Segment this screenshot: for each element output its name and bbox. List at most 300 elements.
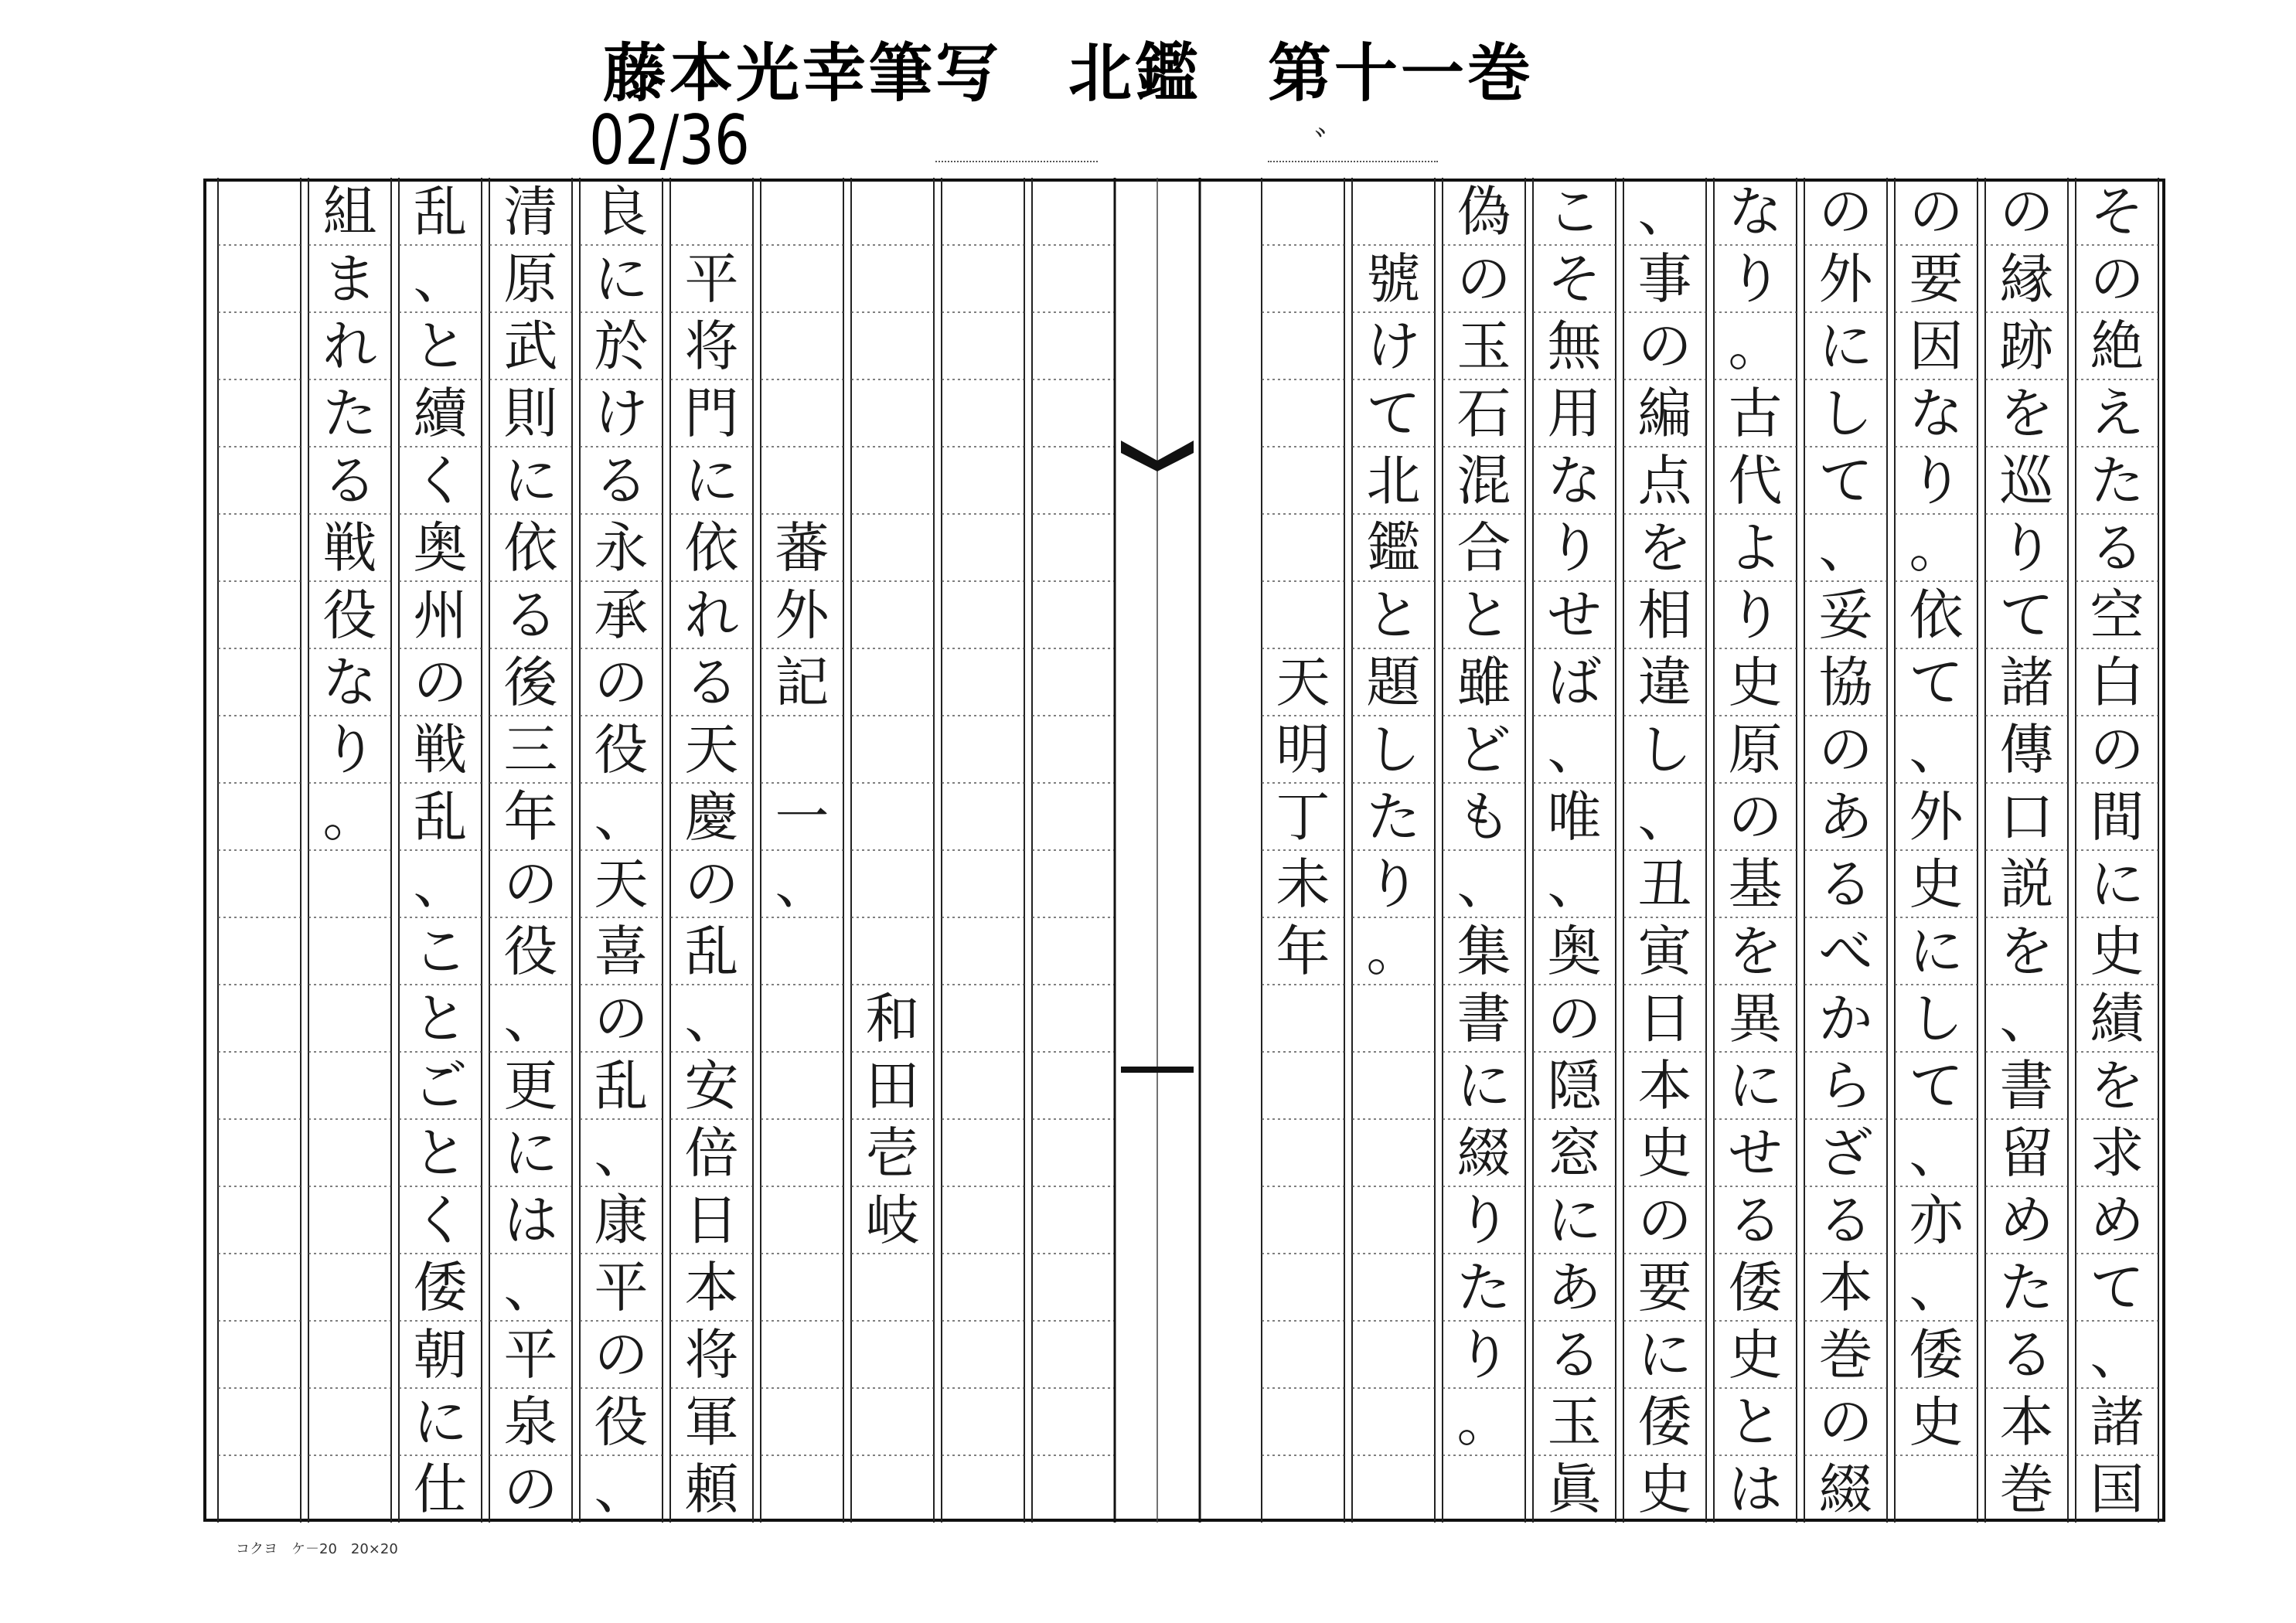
- manuscript-char: 要: [1909, 247, 1964, 311]
- manuscript-char: せ: [1547, 583, 1602, 647]
- manuscript-char: と: [413, 314, 468, 378]
- manuscript-char: 則: [503, 381, 558, 445]
- manuscript-char: 説: [1999, 852, 2054, 916]
- manuscript-char: ご: [413, 1053, 468, 1118]
- manuscript-char: そ: [2090, 179, 2144, 243]
- genkou-manuscript-sheet: [203, 178, 2166, 1523]
- manuscript-char: 永: [594, 515, 649, 580]
- manuscript-char: る: [1547, 1322, 1602, 1387]
- manuscript-char: を: [2090, 1053, 2144, 1118]
- manuscript-char: 。: [1728, 314, 1783, 378]
- manuscript-char: 将: [684, 314, 739, 378]
- text-column: [851, 178, 934, 1523]
- manuscript-char: 、: [684, 986, 739, 1050]
- manuscript-char: れ: [684, 583, 739, 647]
- manuscript-char: 、: [2090, 1322, 2144, 1387]
- manuscript-char: 空: [2090, 583, 2144, 647]
- manuscript-char: 號: [1366, 247, 1421, 311]
- manuscript-char: 巻: [1999, 1457, 2054, 1521]
- manuscript-char: よ: [1728, 515, 1783, 580]
- manuscript-char: と: [1456, 583, 1511, 647]
- manuscript-char: り: [1547, 515, 1602, 580]
- manuscript-char: の: [1909, 179, 1964, 243]
- manuscript-char: 天: [1276, 650, 1330, 714]
- fold-mark: [1121, 1067, 1194, 1073]
- manuscript-char: 事: [1637, 247, 1692, 311]
- manuscript-char: 、: [594, 1457, 649, 1521]
- manuscript-char: ざ: [1818, 1121, 1873, 1185]
- manuscript-char: 年: [503, 784, 558, 849]
- manuscript-char: を: [1999, 919, 2054, 983]
- manuscript-char: 史: [1728, 650, 1783, 714]
- manuscript-char: 康: [594, 1188, 649, 1252]
- manuscript-char: 間: [2090, 784, 2144, 849]
- manuscript-char: の: [1547, 986, 1602, 1050]
- manuscript-char: こ: [1547, 179, 1602, 243]
- manuscript-char: 本: [1637, 1053, 1692, 1118]
- manuscript-char: 役: [503, 919, 558, 983]
- manuscript-char: ら: [1818, 1053, 1873, 1118]
- manuscript-char: の: [413, 650, 468, 714]
- manuscript-char: 唯: [1547, 784, 1602, 849]
- manuscript-char: の: [594, 1322, 649, 1387]
- manuscript-char: る: [2090, 515, 2144, 580]
- manuscript-char: の: [1818, 179, 1873, 243]
- manuscript-char: け: [594, 381, 649, 445]
- manuscript-char: 奥: [413, 515, 468, 580]
- manuscript-char: も: [1456, 784, 1511, 849]
- manuscript-char: 州: [413, 583, 468, 647]
- manuscript-char: 書: [1456, 986, 1511, 1050]
- manuscript-char: 日: [1637, 986, 1692, 1050]
- manuscript-char: そ: [1547, 247, 1602, 311]
- manuscript-char: 慶: [684, 784, 739, 849]
- text-column: [1032, 178, 1115, 1523]
- manuscript-char: り: [1999, 515, 2054, 580]
- manuscript-char: 書: [1999, 1053, 2054, 1118]
- manuscript-char: 更: [503, 1053, 558, 1118]
- manuscript-char: 本: [1999, 1390, 2054, 1454]
- manuscript-char: 傳: [1999, 717, 2054, 781]
- manuscript-char: 縁: [1999, 247, 2054, 311]
- manuscript-char: 後: [503, 650, 558, 714]
- manuscript-char: 史: [1909, 852, 1964, 916]
- manuscript-char: 、: [1818, 515, 1873, 580]
- manuscript-char: た: [322, 381, 377, 445]
- manuscript-char: 、: [1909, 1121, 1964, 1185]
- manuscript-char: 乱: [413, 179, 468, 243]
- manuscript-char: 天: [594, 852, 649, 916]
- manuscript-char: こ: [413, 919, 468, 983]
- manuscript-char: 、: [503, 986, 558, 1050]
- text-column: [1262, 178, 1344, 1523]
- manuscript-char: は: [503, 1188, 558, 1252]
- manuscript-char: て: [1999, 583, 2054, 647]
- manuscript-char: 玉: [1547, 1390, 1602, 1454]
- manuscript-char: め: [1999, 1188, 2054, 1252]
- manuscript-char: 合: [1456, 515, 1511, 580]
- manuscript-char: ま: [322, 247, 377, 311]
- header-dotted-line: [935, 161, 1098, 162]
- manuscript-char: 古: [1728, 381, 1783, 445]
- manuscript-char: 於: [594, 314, 649, 378]
- manuscript-char: た: [1366, 784, 1421, 849]
- manuscript-char: と: [1728, 1390, 1783, 1454]
- manuscript-char: 原: [1728, 717, 1783, 781]
- manuscript-char: の: [1728, 784, 1783, 849]
- manuscript-char: 倭: [1728, 1255, 1783, 1319]
- manuscript-char: 役: [594, 717, 649, 781]
- document-title: 藤本光幸筆写 北鑑 第十一巻: [603, 37, 1535, 111]
- text-column: [399, 178, 482, 1523]
- manuscript-char: に: [1728, 1053, 1783, 1118]
- manuscript-char: り: [1456, 1322, 1511, 1387]
- manuscript-char: の: [1456, 247, 1511, 311]
- manuscript-char: 題: [1366, 650, 1421, 714]
- manuscript-char: な: [1547, 448, 1602, 512]
- manuscript-char: 点: [1637, 448, 1692, 512]
- manuscript-char: あ: [1547, 1255, 1602, 1319]
- manuscript-char: 朝: [413, 1322, 468, 1387]
- manuscript-char: く: [413, 448, 468, 512]
- manuscript-char: の: [1637, 314, 1692, 378]
- manuscript-char: 諸: [1999, 650, 2054, 714]
- manuscript-char: 。: [322, 784, 377, 849]
- manuscript-char: 丁: [1276, 784, 1330, 849]
- text-column: [1533, 178, 1616, 1523]
- manuscript-char: 基: [1728, 852, 1783, 916]
- manuscript-char: 本: [1818, 1255, 1873, 1319]
- page-sub-mark: ﾞ: [1314, 124, 1334, 169]
- manuscript-char: の: [503, 852, 558, 916]
- manuscript-char: 異: [1728, 986, 1783, 1050]
- manuscript-char: た: [1999, 1255, 2054, 1319]
- text-column: [1714, 178, 1797, 1523]
- manuscript-char: を: [1728, 919, 1783, 983]
- manuscript-char: 窓: [1547, 1121, 1602, 1185]
- page-number: 02/36: [589, 100, 750, 180]
- paper-brand-mark: コクヨ ケ－20 20×20: [236, 1541, 398, 1557]
- manuscript-char: の: [2090, 247, 2144, 311]
- manuscript-char: に: [1456, 1053, 1511, 1118]
- manuscript-char: 仕: [413, 1457, 468, 1521]
- manuscript-char: 組: [322, 179, 377, 243]
- manuscript-char: 口: [1999, 784, 2054, 849]
- manuscript-char: 偽: [1456, 179, 1511, 243]
- manuscript-char: の: [1637, 1188, 1692, 1252]
- manuscript-char: 清: [503, 179, 558, 243]
- manuscript-char: 外: [1818, 247, 1873, 311]
- manuscript-char: 史: [1728, 1322, 1783, 1387]
- manuscript-char: 混: [1456, 448, 1511, 512]
- manuscript-char: 国: [2090, 1457, 2144, 1521]
- manuscript-char: め: [2090, 1188, 2144, 1252]
- manuscript-char: 平: [503, 1322, 558, 1387]
- manuscript-char: 和: [865, 986, 920, 1050]
- manuscript-char: 雖: [1456, 650, 1511, 714]
- manuscript-char: 戦: [322, 515, 377, 580]
- manuscript-char: 天: [684, 717, 739, 781]
- manuscript-char: 未: [1276, 852, 1330, 916]
- manuscript-char: 役: [322, 583, 377, 647]
- manuscript-char: 絶: [2090, 314, 2144, 378]
- manuscript-char: り: [1728, 247, 1783, 311]
- manuscript-char: 良: [594, 179, 649, 243]
- manuscript-char: 要: [1637, 1255, 1692, 1319]
- manuscript-char: て: [1366, 381, 1421, 445]
- manuscript-char: り: [322, 717, 377, 781]
- manuscript-char: 一: [775, 784, 829, 849]
- manuscript-char: 、: [413, 852, 468, 916]
- manuscript-char: 史: [1909, 1390, 1964, 1454]
- manuscript-char: 亦: [1909, 1188, 1964, 1252]
- manuscript-char: け: [1366, 314, 1421, 378]
- manuscript-char: な: [322, 650, 377, 714]
- manuscript-char: 役: [594, 1390, 649, 1454]
- manuscript-char: 、: [1909, 717, 1964, 781]
- manuscript-char: の: [2090, 717, 2144, 781]
- manuscript-char: 玉: [1456, 314, 1511, 378]
- manuscript-char: 原: [503, 247, 558, 311]
- text-column: [580, 178, 663, 1523]
- manuscript-char: 門: [684, 381, 739, 445]
- manuscript-char: る: [684, 650, 739, 714]
- manuscript-char: 、: [1547, 717, 1602, 781]
- manuscript-char: に: [503, 1121, 558, 1185]
- manuscript-char: 代: [1728, 448, 1783, 512]
- manuscript-char: 綴: [1456, 1121, 1511, 1185]
- manuscript-char: る: [1999, 1322, 2054, 1387]
- manuscript-char: 鑑: [1366, 515, 1421, 580]
- manuscript-char: の: [1818, 717, 1873, 781]
- manuscript-char: 倭: [1909, 1322, 1964, 1387]
- manuscript-char: り: [1366, 852, 1421, 916]
- manuscript-char: 承: [594, 583, 649, 647]
- manuscript-char: 丑: [1637, 852, 1692, 916]
- manuscript-char: 依: [1909, 583, 1964, 647]
- manuscript-char: り: [1909, 448, 1964, 512]
- manuscript-char: 、: [594, 1121, 649, 1185]
- manuscript-char: せ: [1728, 1121, 1783, 1185]
- manuscript-char: て: [1909, 650, 1964, 714]
- manuscript-char: 倍: [684, 1121, 739, 1185]
- manuscript-char: 綴: [1818, 1457, 1873, 1521]
- manuscript-char: 史: [2090, 919, 2144, 983]
- manuscript-char: な: [1728, 179, 1783, 243]
- manuscript-char: 、: [503, 1255, 558, 1319]
- manuscript-char: 用: [1547, 381, 1602, 445]
- manuscript-char: 年: [1276, 919, 1330, 983]
- text-column: [218, 178, 301, 1523]
- manuscript-char: の: [1818, 1390, 1873, 1454]
- manuscript-char: 本: [684, 1255, 739, 1319]
- manuscript-char: は: [1728, 1457, 1783, 1521]
- manuscript-char: 妥: [1818, 583, 1873, 647]
- manuscript-char: 續: [413, 381, 468, 445]
- manuscript-char: に: [413, 1390, 468, 1454]
- manuscript-char: 頼: [684, 1457, 739, 1521]
- manuscript-char: に: [1909, 919, 1964, 983]
- manuscript-char: 岐: [865, 1188, 920, 1252]
- manuscript-char: か: [1818, 986, 1873, 1050]
- manuscript-char: し: [1909, 986, 1964, 1050]
- manuscript-char: 壱: [865, 1121, 920, 1185]
- manuscript-char: た: [2090, 448, 2144, 512]
- manuscript-char: の: [503, 1457, 558, 1521]
- manuscript-char: 依: [503, 515, 558, 580]
- manuscript-char: 違: [1637, 650, 1692, 714]
- manuscript-char: ど: [1456, 717, 1511, 781]
- manuscript-char: 将: [684, 1322, 739, 1387]
- manuscript-char: 編: [1637, 381, 1692, 445]
- manuscript-char: の: [684, 852, 739, 916]
- manuscript-char: 依: [684, 515, 739, 580]
- manuscript-char: [761, 716, 843, 783]
- header-dotted-line: [1268, 161, 1438, 162]
- text-column: [761, 178, 843, 1523]
- text-column: [1895, 178, 1977, 1523]
- manuscript-char: 、: [594, 784, 649, 849]
- manuscript-char: て: [1818, 448, 1873, 512]
- manuscript-char: 寅: [1637, 919, 1692, 983]
- manuscript-char: 隠: [1547, 1053, 1602, 1118]
- text-column: [1623, 178, 1706, 1523]
- manuscript-char: し: [1366, 717, 1421, 781]
- manuscript-char: 泉: [503, 1390, 558, 1454]
- manuscript-char: 、: [1909, 1255, 1964, 1319]
- manuscript-char: る: [503, 583, 558, 647]
- manuscript-char: と: [413, 986, 468, 1050]
- manuscript-char: 倭: [1637, 1390, 1692, 1454]
- text-column: [1985, 178, 2068, 1523]
- manuscript-char: 平: [684, 247, 739, 311]
- manuscript-char: 蕃: [775, 515, 829, 580]
- manuscript-char: の: [1999, 179, 2054, 243]
- text-column: [308, 178, 391, 1523]
- manuscript-char: の: [594, 650, 649, 714]
- manuscript-char: 記: [775, 650, 829, 714]
- manuscript-char: 外: [1909, 784, 1964, 849]
- text-column: [1443, 178, 1525, 1523]
- manuscript-char: 巡: [1999, 448, 2054, 512]
- manuscript-char: と: [413, 1121, 468, 1185]
- manuscript-char: に: [1637, 1322, 1692, 1387]
- text-column: [1804, 178, 1887, 1523]
- manuscript-char: に: [2090, 852, 2144, 916]
- text-column: [1352, 178, 1435, 1523]
- manuscript-char: る: [322, 448, 377, 512]
- manuscript-char: 集: [1456, 919, 1511, 983]
- manuscript-char: 。: [1366, 919, 1421, 983]
- manuscript-char: 、: [775, 852, 829, 916]
- manuscript-char: 、: [1999, 986, 2054, 1050]
- manuscript-char: 相: [1637, 583, 1692, 647]
- manuscript-char: 、: [1637, 179, 1692, 243]
- manuscript-char: 乱: [413, 784, 468, 849]
- manuscript-char: 。: [1909, 515, 1964, 580]
- manuscript-char: た: [1456, 1255, 1511, 1319]
- manuscript-char: れ: [322, 314, 377, 378]
- manuscript-char: 眞: [1547, 1457, 1602, 1521]
- manuscript-char: 武: [503, 314, 558, 378]
- manuscript-char: る: [1818, 852, 1873, 916]
- manuscript-char: 留: [1999, 1121, 2054, 1185]
- manuscript-char: 、: [1637, 784, 1692, 849]
- manuscript-char: る: [1728, 1188, 1783, 1252]
- text-column: [2076, 178, 2158, 1523]
- manuscript-char: 明: [1276, 717, 1330, 781]
- manuscript-char: べ: [1818, 919, 1873, 983]
- manuscript-char: 。: [1456, 1390, 1511, 1454]
- manuscript-char: え: [2090, 381, 2144, 445]
- manuscript-char: 北: [1366, 448, 1421, 512]
- manuscript-char: の: [594, 986, 649, 1050]
- manuscript-char: 跡: [1999, 314, 2054, 378]
- manuscript-char: 日: [684, 1188, 739, 1252]
- manuscript-char: ば: [1547, 650, 1602, 714]
- manuscript-char: 、: [1456, 852, 1511, 916]
- manuscript-char: 史: [1637, 1457, 1692, 1521]
- manuscript-char: 安: [684, 1053, 739, 1118]
- manuscript-char: 求: [2090, 1121, 2144, 1185]
- manuscript-char: て: [2090, 1255, 2144, 1319]
- text-column: [489, 178, 572, 1523]
- manuscript-char: り: [1728, 583, 1783, 647]
- manuscript-char: 戦: [413, 717, 468, 781]
- manuscript-char: 史: [1637, 1121, 1692, 1185]
- manuscript-char: 外: [775, 583, 829, 647]
- manuscript-char: 石: [1456, 381, 1511, 445]
- manuscript-char: 平: [594, 1255, 649, 1319]
- manuscript-char: 奥: [1547, 919, 1602, 983]
- manuscript-char: て: [1909, 1053, 1964, 1118]
- manuscript-char: 、: [413, 247, 468, 311]
- manuscript-char: し: [1818, 381, 1873, 445]
- manuscript-char: し: [1637, 717, 1692, 781]
- manuscript-char: 田: [865, 1053, 920, 1118]
- text-column: [670, 178, 753, 1523]
- manuscript-char: 白: [2090, 650, 2144, 714]
- manuscript-char: 乱: [594, 1053, 649, 1118]
- manuscript-char: に: [503, 448, 558, 512]
- manuscript-char: 喜: [594, 919, 649, 983]
- manuscript-char: 巻: [1818, 1322, 1873, 1387]
- manuscript-char: に: [1818, 314, 1873, 378]
- manuscript-char: 、: [1547, 852, 1602, 916]
- manuscript-char: 無: [1547, 314, 1602, 378]
- manuscript-char: 倭: [413, 1255, 468, 1319]
- manuscript-char: り: [1456, 1188, 1511, 1252]
- manuscript-char: を: [1637, 515, 1692, 580]
- manuscript-char: 諸: [2090, 1390, 2144, 1454]
- text-column: [942, 178, 1024, 1523]
- manuscript-char: 三: [503, 717, 558, 781]
- manuscript-char: る: [594, 448, 649, 512]
- manuscript-char: な: [1909, 381, 1964, 445]
- manuscript-char: と: [1366, 583, 1421, 647]
- manuscript-char: 協: [1818, 650, 1873, 714]
- manuscript-char: 乱: [684, 919, 739, 983]
- manuscript-char: あ: [1818, 784, 1873, 849]
- manuscript-char: に: [684, 448, 739, 512]
- manuscript-char: 軍: [684, 1390, 739, 1454]
- manuscript-char: 績: [2090, 986, 2144, 1050]
- manuscript-char: を: [1999, 381, 2054, 445]
- manuscript-char: に: [594, 247, 649, 311]
- manuscript-char: る: [1818, 1188, 1873, 1252]
- manuscript-char: く: [413, 1188, 468, 1252]
- manuscript-char: 因: [1909, 314, 1964, 378]
